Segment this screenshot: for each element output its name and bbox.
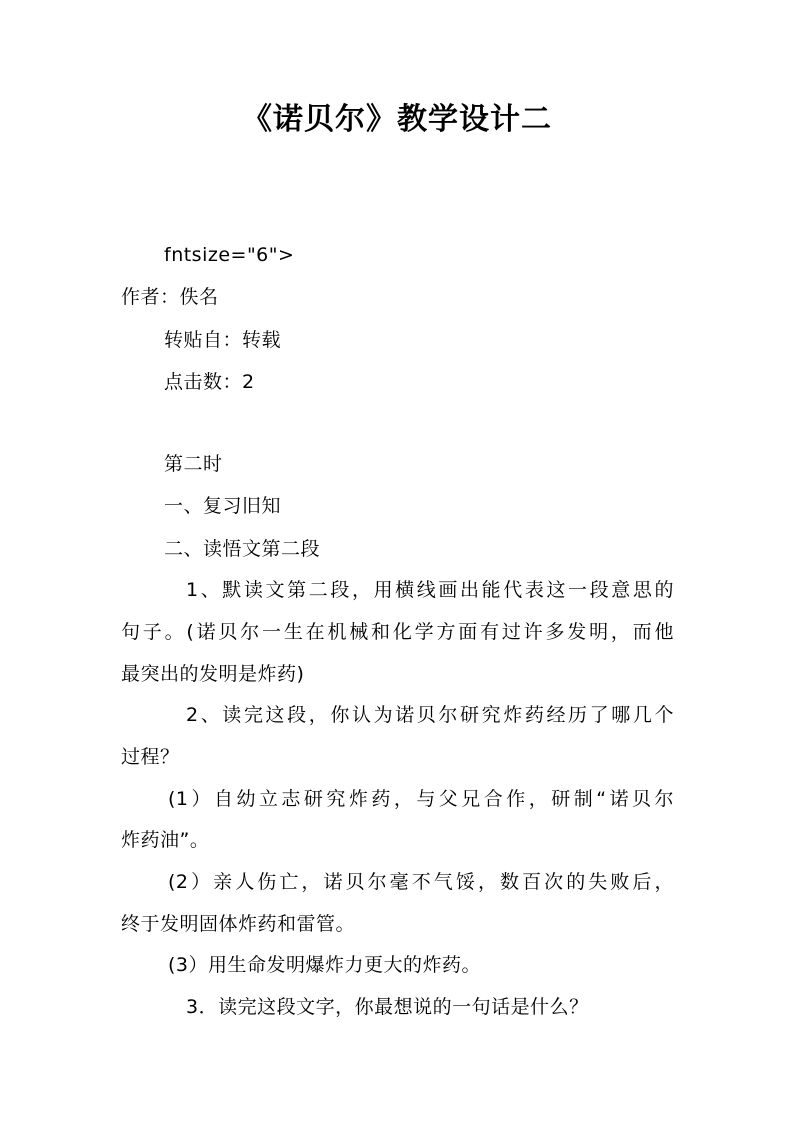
author-line: 作者：佚名 [121, 286, 219, 308]
process-2-line-2: 终于发明固体炸药和雷管。 [121, 913, 356, 935]
document-title: 《诺贝尔》教学设计二 [242, 102, 552, 137]
section-reading: 二、读悟文第二段 [164, 538, 321, 560]
question-1-line-3: 最突出的发明是炸药) [121, 663, 305, 685]
click-count-line: 点击数：2 [164, 371, 255, 393]
question-2-line-1: 2、读完这段，你认为诺贝尔研究炸药经历了哪几个 [186, 704, 674, 726]
question-1-line-2: 句子。(诺贝尔一生在机械和化学方面有过许多发明，而他 [121, 621, 674, 643]
process-3: (3）用生命发明爆炸力更大的炸药。 [168, 954, 482, 976]
process-2-line-1: (2）亲人伤亡，诺贝尔毫不气馁，数百次的失败后， [168, 871, 674, 893]
question-2-line-2: 过程？ [121, 746, 180, 768]
process-1-line-2: 炸药油”。 [121, 829, 210, 851]
process-1-line-1: (1）自幼立志研究炸药，与父兄合作，研制“诺贝尔 [168, 788, 674, 810]
question-1-line-1: 1、默读文第二段，用横线画出能代表这一段意思的 [186, 579, 674, 601]
section-review: 一、复习旧知 [164, 495, 282, 517]
font-tag-line: fntsize="6"> [164, 244, 295, 266]
source-line: 转贴自：转载 [164, 329, 282, 351]
lesson-heading: 第二时 [164, 453, 223, 475]
question-3: 3．读完这段文字，你最想说的一句话是什么？ [186, 996, 589, 1018]
